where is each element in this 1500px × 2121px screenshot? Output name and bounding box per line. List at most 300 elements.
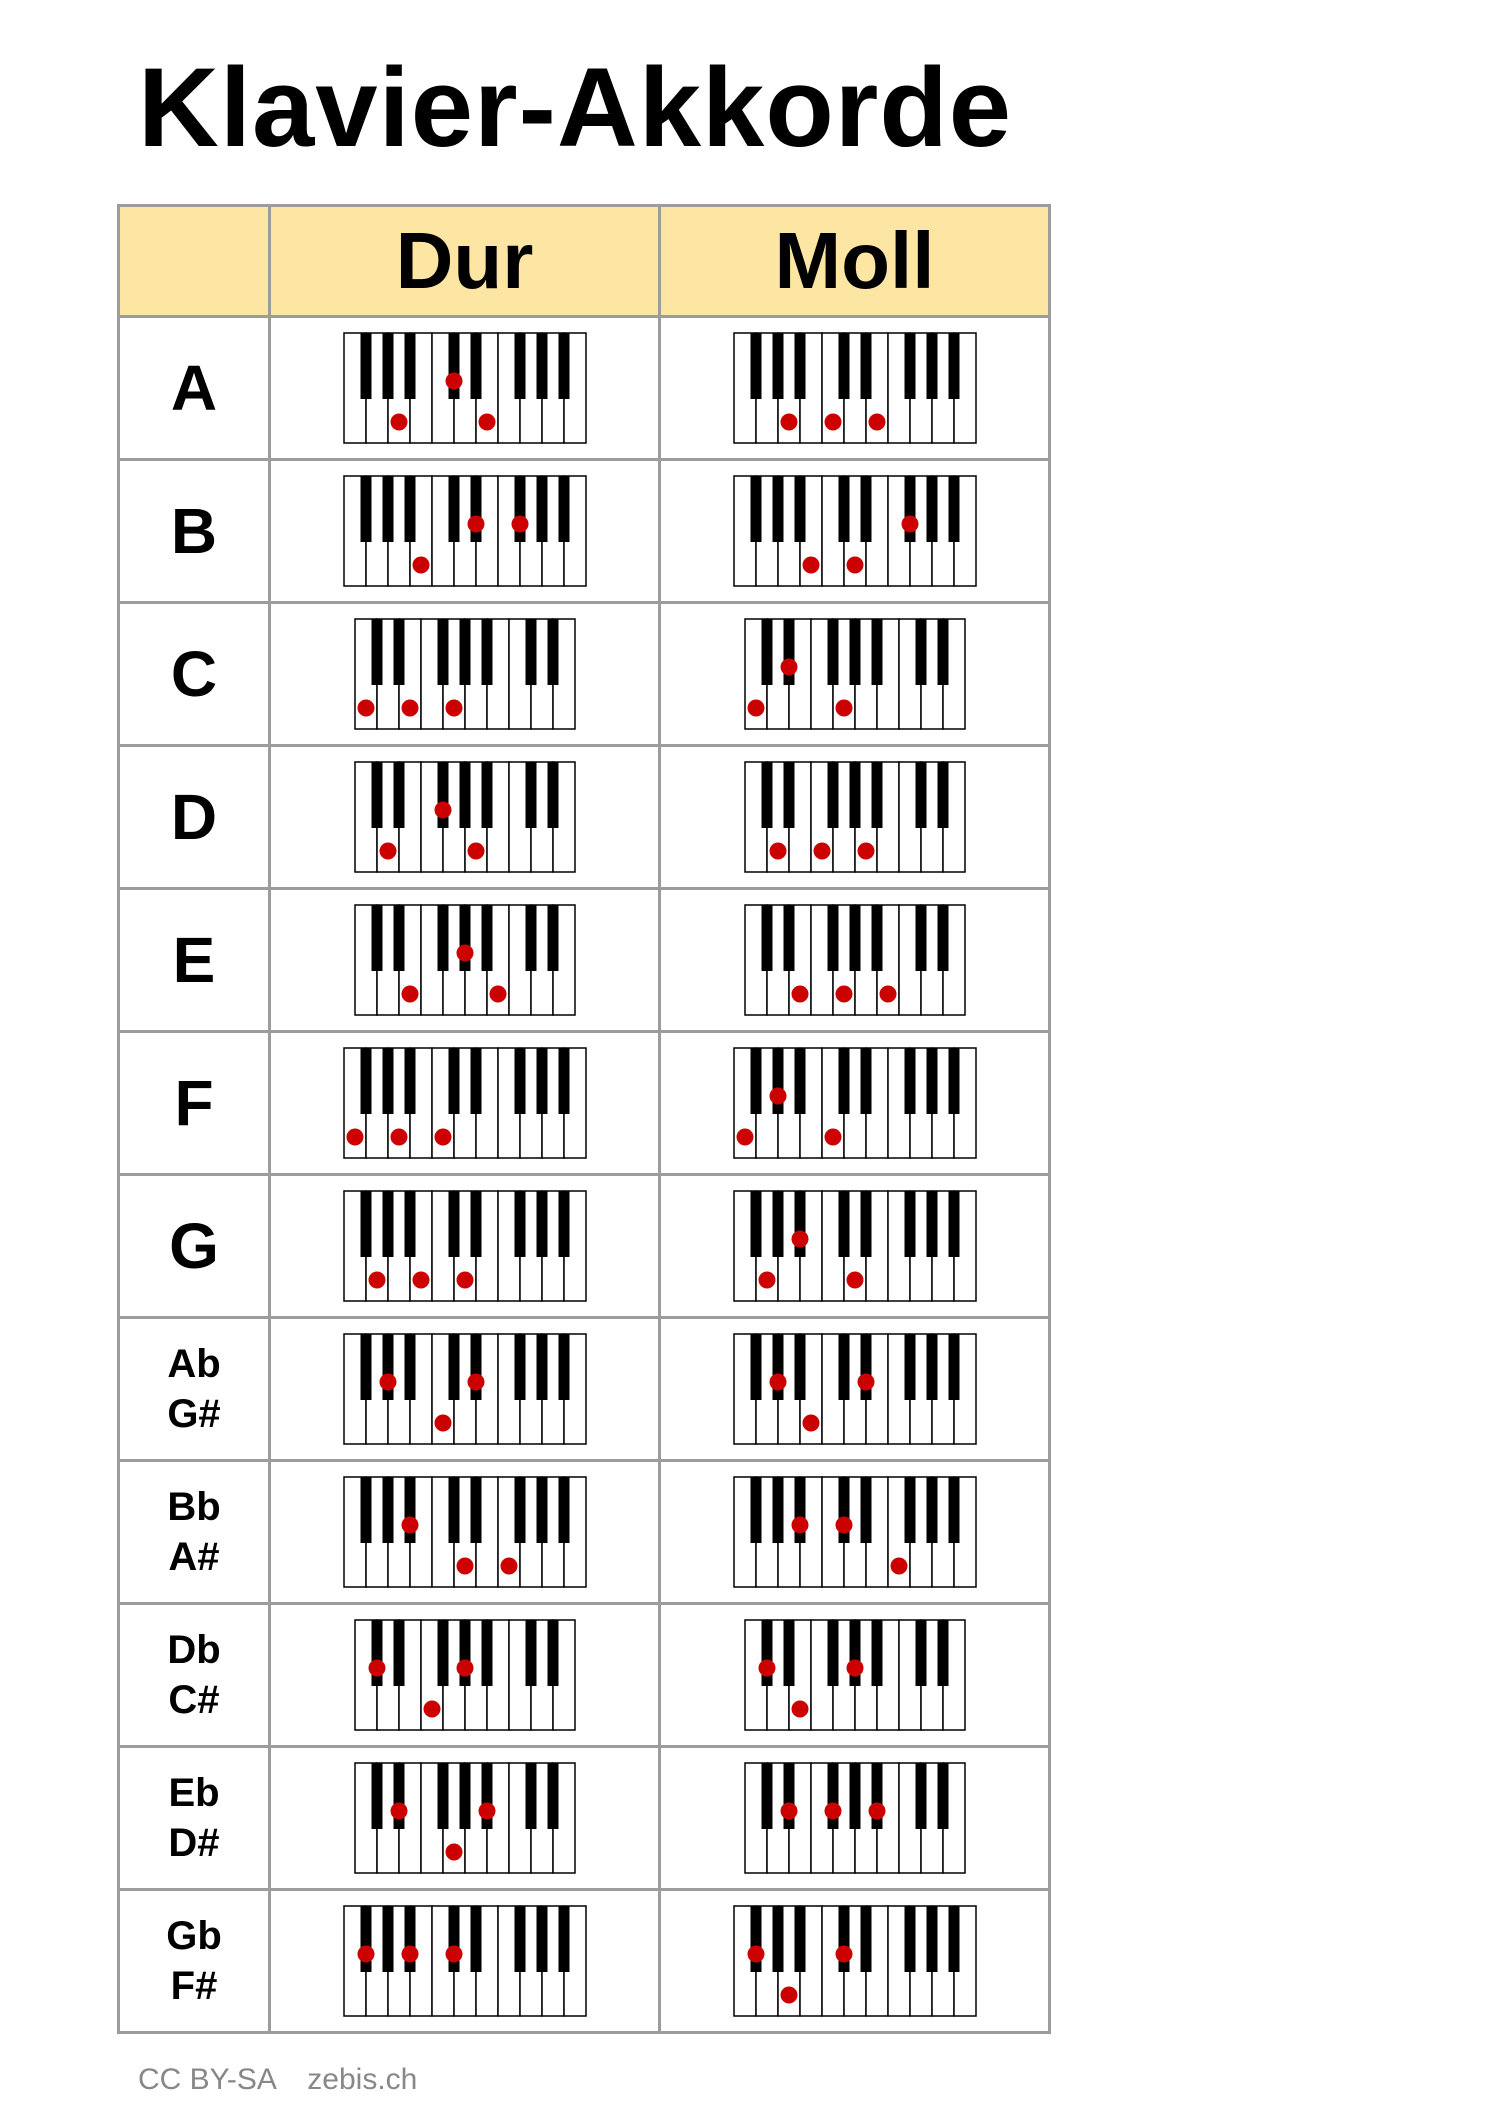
note-dot xyxy=(824,414,841,431)
note-dot xyxy=(868,1803,885,1820)
black-key xyxy=(448,1048,459,1114)
chord-cell-moll xyxy=(660,1747,1050,1890)
note-dot xyxy=(445,1844,462,1861)
black-key xyxy=(481,905,492,971)
black-key xyxy=(772,1191,783,1257)
header-corner xyxy=(119,206,270,317)
black-key xyxy=(750,1477,761,1543)
black-key xyxy=(404,1191,415,1257)
piano-keyboard-dur xyxy=(340,472,590,590)
piano-keyboard-dur xyxy=(340,1330,590,1448)
chord-cell-dur xyxy=(270,1318,660,1461)
black-key xyxy=(547,1620,558,1686)
black-key xyxy=(536,476,547,542)
piano-keyboard-moll xyxy=(730,472,980,590)
black-key xyxy=(547,762,558,828)
black-key xyxy=(525,1763,536,1829)
black-key xyxy=(371,762,382,828)
black-key xyxy=(761,1763,772,1829)
note-dot xyxy=(445,373,462,390)
black-key xyxy=(904,333,915,399)
black-key xyxy=(448,1477,459,1543)
note-dot xyxy=(824,1803,841,1820)
note-dot xyxy=(802,557,819,574)
black-key xyxy=(937,1763,948,1829)
black-key xyxy=(404,333,415,399)
chord-name xyxy=(119,889,270,1032)
black-key xyxy=(382,1477,393,1543)
chord-name-label: C# xyxy=(168,1678,220,1722)
black-key xyxy=(860,1906,871,1972)
black-key xyxy=(761,905,772,971)
chord-row xyxy=(119,889,1050,1032)
note-dot xyxy=(434,1129,451,1146)
chord-name-label: D# xyxy=(168,1821,220,1865)
page-title: Klavier-Akkorde xyxy=(138,45,1013,170)
note-dot xyxy=(868,414,885,431)
piano-keyboard-dur xyxy=(340,1473,590,1591)
black-key xyxy=(470,1477,481,1543)
chord-row xyxy=(119,1747,1050,1890)
note-dot xyxy=(835,1517,852,1534)
note-dot xyxy=(346,1129,363,1146)
black-key xyxy=(558,333,569,399)
black-key xyxy=(547,1763,558,1829)
black-key xyxy=(360,1048,371,1114)
note-dot xyxy=(511,516,528,533)
piano-keyboard-moll xyxy=(730,1330,980,1448)
chord-name xyxy=(119,1604,270,1747)
black-key xyxy=(382,1048,393,1114)
chord-name-label: Db xyxy=(167,1628,221,1672)
chord-cell-dur xyxy=(270,1175,660,1318)
black-key xyxy=(937,619,948,685)
chord-row xyxy=(119,317,1050,460)
note-dot xyxy=(467,843,484,860)
black-key xyxy=(448,476,459,542)
chord-cell-moll xyxy=(660,460,1050,603)
black-key xyxy=(915,905,926,971)
black-key xyxy=(926,476,937,542)
note-dot xyxy=(357,700,374,717)
note-dot xyxy=(791,1701,808,1718)
black-key xyxy=(382,333,393,399)
note-dot xyxy=(357,1946,374,1963)
black-key xyxy=(937,905,948,971)
black-key xyxy=(536,1048,547,1114)
black-key xyxy=(470,1048,481,1114)
note-dot xyxy=(758,1660,775,1677)
black-key xyxy=(838,1334,849,1400)
chord-name-label: C xyxy=(170,638,218,710)
chord-row xyxy=(119,1032,1050,1175)
black-key xyxy=(937,1620,948,1686)
chord-cell-moll xyxy=(660,1461,1050,1604)
note-dot xyxy=(780,659,797,676)
piano-keyboard-moll xyxy=(730,1187,980,1305)
piano-keyboard-moll xyxy=(741,901,969,1019)
black-key xyxy=(772,1477,783,1543)
black-key xyxy=(948,1048,959,1114)
note-dot xyxy=(791,1231,808,1248)
chord-cell-dur xyxy=(270,889,660,1032)
black-key xyxy=(360,1191,371,1257)
chord-row xyxy=(119,1175,1050,1318)
piano-keyboard-dur xyxy=(351,901,579,1019)
note-dot xyxy=(478,414,495,431)
note-dot xyxy=(379,843,396,860)
black-key xyxy=(750,1048,761,1114)
black-key xyxy=(860,333,871,399)
chord-name-label: A xyxy=(170,352,218,424)
black-key xyxy=(871,905,882,971)
license-text: CC BY-SA xyxy=(138,2063,277,2096)
black-key xyxy=(459,619,470,685)
note-dot xyxy=(500,1558,517,1575)
black-key xyxy=(838,476,849,542)
note-dot xyxy=(467,1374,484,1391)
chord-name-label: F xyxy=(174,1067,214,1139)
black-key xyxy=(525,1620,536,1686)
note-dot xyxy=(879,986,896,1003)
note-dot xyxy=(445,1946,462,1963)
black-key xyxy=(536,1906,547,1972)
black-key xyxy=(915,762,926,828)
black-key xyxy=(470,333,481,399)
note-dot xyxy=(769,843,786,860)
chord-name-label: F# xyxy=(170,1964,218,2008)
piano-keyboard-moll xyxy=(730,1473,980,1591)
note-dot xyxy=(456,1272,473,1289)
black-key xyxy=(838,1191,849,1257)
black-key xyxy=(536,1477,547,1543)
note-dot xyxy=(445,700,462,717)
black-key xyxy=(371,619,382,685)
black-key xyxy=(360,1477,371,1543)
note-dot xyxy=(456,1660,473,1677)
black-key xyxy=(783,762,794,828)
black-key xyxy=(794,333,805,399)
chord-row xyxy=(119,1604,1050,1747)
black-key xyxy=(926,1906,937,1972)
chord-name-label: G xyxy=(169,1210,219,1282)
chord-name xyxy=(119,746,270,889)
black-key xyxy=(860,1048,871,1114)
black-key xyxy=(459,762,470,828)
black-key xyxy=(558,1334,569,1400)
black-key xyxy=(926,1477,937,1543)
chord-name xyxy=(119,1318,270,1461)
black-key xyxy=(558,1906,569,1972)
black-key xyxy=(871,619,882,685)
chord-cell-moll xyxy=(660,1890,1050,2033)
chord-row xyxy=(119,603,1050,746)
chord-name-label: B xyxy=(170,495,218,567)
note-dot xyxy=(401,1517,418,1534)
piano-keyboard-moll xyxy=(741,1759,969,1877)
chord-cell-dur xyxy=(270,603,660,746)
note-dot xyxy=(747,700,764,717)
black-key xyxy=(926,1191,937,1257)
note-dot xyxy=(423,1701,440,1718)
note-dot xyxy=(390,1129,407,1146)
note-dot xyxy=(835,986,852,1003)
black-key xyxy=(827,762,838,828)
black-key xyxy=(481,762,492,828)
black-key xyxy=(437,1763,448,1829)
black-key xyxy=(437,905,448,971)
black-key xyxy=(547,905,558,971)
chord-name xyxy=(119,1461,270,1604)
note-dot xyxy=(835,1946,852,1963)
note-dot xyxy=(780,1803,797,1820)
note-dot xyxy=(857,843,874,860)
black-key xyxy=(393,762,404,828)
black-key xyxy=(772,476,783,542)
chord-row xyxy=(119,460,1050,603)
chord-cell-moll xyxy=(660,889,1050,1032)
black-key xyxy=(558,476,569,542)
chord-row xyxy=(119,1461,1050,1604)
black-key xyxy=(514,1906,525,1972)
black-key xyxy=(525,619,536,685)
piano-keyboard-dur xyxy=(351,1616,579,1734)
black-key xyxy=(525,762,536,828)
chord-name-label: Bb xyxy=(167,1485,221,1529)
black-key xyxy=(404,476,415,542)
black-key xyxy=(948,1334,959,1400)
chord-cell-moll xyxy=(660,1604,1050,1747)
note-dot xyxy=(434,802,451,819)
black-key xyxy=(948,1191,959,1257)
black-key xyxy=(514,1191,525,1257)
black-key xyxy=(761,619,772,685)
chord-name-label: Gb xyxy=(166,1914,222,1958)
note-dot xyxy=(846,557,863,574)
note-dot xyxy=(824,1129,841,1146)
black-key xyxy=(448,1191,459,1257)
black-key xyxy=(838,1048,849,1114)
black-key xyxy=(382,1906,393,1972)
chord-name-label: Ab xyxy=(167,1342,221,1386)
black-key xyxy=(772,333,783,399)
piano-keyboard-moll xyxy=(741,615,969,733)
black-key xyxy=(948,333,959,399)
black-key xyxy=(371,905,382,971)
black-key xyxy=(915,1620,926,1686)
note-dot xyxy=(791,986,808,1003)
note-dot xyxy=(412,557,429,574)
note-dot xyxy=(390,414,407,431)
black-key xyxy=(459,1763,470,1829)
black-key xyxy=(871,1620,882,1686)
black-key xyxy=(937,762,948,828)
chord-cell-dur xyxy=(270,746,660,889)
black-key xyxy=(481,1620,492,1686)
header-row xyxy=(119,206,1050,317)
black-key xyxy=(470,1191,481,1257)
piano-keyboard-dur xyxy=(351,615,579,733)
chord-name xyxy=(119,1747,270,1890)
black-key xyxy=(371,1763,382,1829)
black-key xyxy=(783,905,794,971)
chord-row xyxy=(119,1318,1050,1461)
black-key xyxy=(827,905,838,971)
chord-cell-moll xyxy=(660,317,1050,460)
black-key xyxy=(772,1906,783,1972)
note-dot xyxy=(747,1946,764,1963)
chord-name xyxy=(119,460,270,603)
black-key xyxy=(382,476,393,542)
black-key xyxy=(926,1334,937,1400)
piano-keyboard-moll xyxy=(730,329,980,447)
note-dot xyxy=(901,516,918,533)
black-key xyxy=(794,1334,805,1400)
black-key xyxy=(948,1906,959,1972)
note-dot xyxy=(401,700,418,717)
black-key xyxy=(904,1334,915,1400)
black-key xyxy=(470,1906,481,1972)
note-dot xyxy=(791,1517,808,1534)
black-key xyxy=(904,1477,915,1543)
chord-cell-moll xyxy=(660,746,1050,889)
black-key xyxy=(761,762,772,828)
black-key xyxy=(404,1334,415,1400)
black-key xyxy=(860,476,871,542)
chord-name-label: G# xyxy=(167,1392,221,1436)
note-dot xyxy=(489,986,506,1003)
chord-name xyxy=(119,317,270,460)
chord-cell-dur xyxy=(270,1032,660,1175)
chord-row xyxy=(119,746,1050,889)
black-key xyxy=(437,619,448,685)
black-key xyxy=(536,1334,547,1400)
chord-table xyxy=(117,204,1051,2034)
black-key xyxy=(481,619,492,685)
black-key xyxy=(750,1334,761,1400)
chord-cell-dur xyxy=(270,317,660,460)
note-dot xyxy=(769,1088,786,1105)
site-text: zebis.ch xyxy=(307,2063,418,2096)
black-key xyxy=(915,619,926,685)
black-key xyxy=(794,1906,805,1972)
black-key xyxy=(382,1191,393,1257)
black-key xyxy=(514,333,525,399)
piano-keyboard-dur xyxy=(340,1044,590,1162)
note-dot xyxy=(890,1558,907,1575)
note-dot xyxy=(368,1660,385,1677)
note-dot xyxy=(401,1946,418,1963)
black-key xyxy=(849,762,860,828)
black-key xyxy=(514,1477,525,1543)
note-dot xyxy=(835,700,852,717)
chord-name xyxy=(119,603,270,746)
note-dot xyxy=(857,1374,874,1391)
header-dur: Dur xyxy=(270,206,660,317)
note-dot xyxy=(769,1374,786,1391)
note-dot xyxy=(780,414,797,431)
piano-keyboard-dur xyxy=(351,758,579,876)
black-key xyxy=(948,1477,959,1543)
chord-cell-moll xyxy=(660,1318,1050,1461)
black-key xyxy=(849,905,860,971)
black-key xyxy=(547,619,558,685)
black-key xyxy=(904,1906,915,1972)
note-dot xyxy=(478,1803,495,1820)
chord-name xyxy=(119,1175,270,1318)
black-key xyxy=(926,333,937,399)
chord-cell-dur xyxy=(270,1461,660,1604)
note-dot xyxy=(379,1374,396,1391)
chord-cell-dur xyxy=(270,460,660,603)
note-dot xyxy=(390,1803,407,1820)
black-key xyxy=(750,1191,761,1257)
black-key xyxy=(525,905,536,971)
chord-name-label: Eb xyxy=(168,1771,220,1815)
chord-name xyxy=(119,1890,270,2033)
black-key xyxy=(514,1334,525,1400)
black-key xyxy=(514,1048,525,1114)
note-dot xyxy=(846,1660,863,1677)
chord-row xyxy=(119,1890,1050,2033)
black-key xyxy=(860,1191,871,1257)
note-dot xyxy=(434,1415,451,1432)
chord-name-label: D xyxy=(170,781,218,853)
black-key xyxy=(783,1620,794,1686)
black-key xyxy=(404,1048,415,1114)
black-key xyxy=(393,905,404,971)
chord-cell-moll xyxy=(660,1032,1050,1175)
black-key xyxy=(360,333,371,399)
chord-name xyxy=(119,1032,270,1175)
black-key xyxy=(904,1048,915,1114)
footer xyxy=(138,2063,439,2097)
black-key xyxy=(448,1334,459,1400)
piano-keyboard-dur xyxy=(340,329,590,447)
chord-cell-moll xyxy=(660,1175,1050,1318)
note-dot xyxy=(780,1987,797,2004)
black-key xyxy=(393,619,404,685)
note-dot xyxy=(813,843,830,860)
black-key xyxy=(536,333,547,399)
chord-cell-moll xyxy=(660,603,1050,746)
black-key xyxy=(750,476,761,542)
note-dot xyxy=(467,516,484,533)
piano-keyboard-dur xyxy=(340,1187,590,1305)
black-key xyxy=(849,619,860,685)
black-key xyxy=(393,1620,404,1686)
chord-name-label: E xyxy=(172,924,216,996)
black-key xyxy=(827,619,838,685)
black-key xyxy=(915,1763,926,1829)
black-key xyxy=(437,1620,448,1686)
note-dot xyxy=(736,1129,753,1146)
black-key xyxy=(849,1763,860,1829)
note-dot xyxy=(401,986,418,1003)
black-key xyxy=(904,1191,915,1257)
chord-cell-dur xyxy=(270,1604,660,1747)
black-key xyxy=(948,476,959,542)
black-key xyxy=(558,1191,569,1257)
note-dot xyxy=(802,1415,819,1432)
black-key xyxy=(926,1048,937,1114)
black-key xyxy=(536,1191,547,1257)
chord-cell-dur xyxy=(270,1747,660,1890)
piano-keyboard-moll xyxy=(730,1902,980,2020)
chord-name-label: A# xyxy=(168,1535,220,1579)
black-key xyxy=(794,1048,805,1114)
black-key xyxy=(827,1620,838,1686)
